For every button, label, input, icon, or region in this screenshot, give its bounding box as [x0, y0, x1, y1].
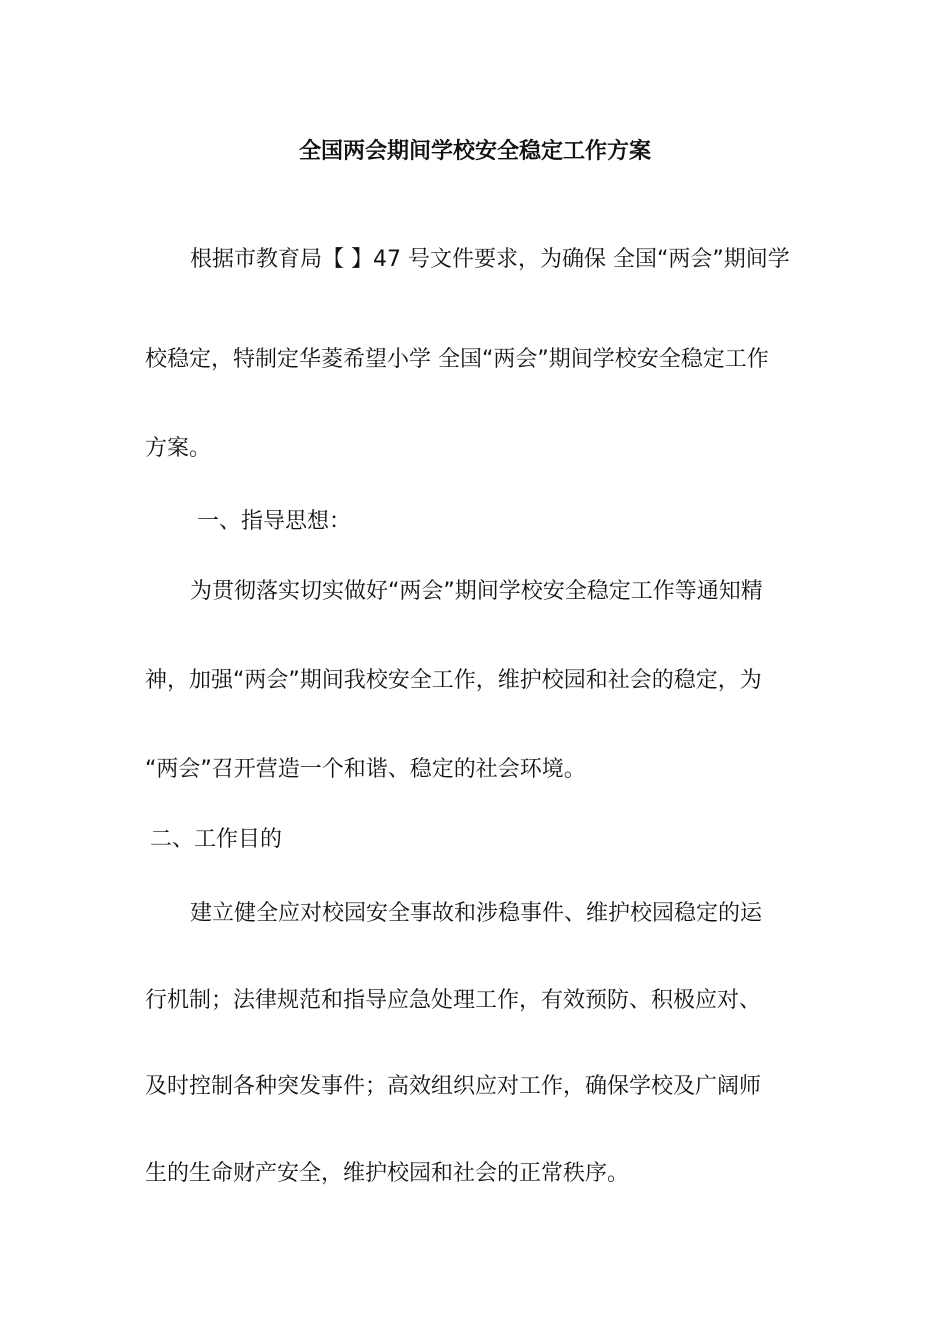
paragraph-line: 神，加强“两会”期间我校安全工作，维护校园和社会的稳定，为	[145, 668, 762, 693]
paragraph-line: “两会”召开营造一个和谐、稳定的社会环境。	[145, 757, 586, 782]
section-heading: 二、工作目的	[150, 827, 283, 852]
paragraph-line: 建立健全应对校园安全事故和涉稳事件、维护校园稳定的运	[190, 901, 763, 926]
section-heading: 一、指导思想：	[197, 509, 352, 534]
paragraph-line: 方案。	[145, 436, 212, 461]
paragraph-line: 根据市教育局【 】47 号文件要求，为确保 全国“两会”期间学	[190, 247, 790, 272]
paragraph-line: 校稳定，特制定华菱希望小学 全国“两会”期间学校安全稳定工作	[145, 347, 769, 372]
paragraph-line: 行机制；法律规范和指导应急处理工作，有效预防、积极应对、	[145, 988, 762, 1013]
paragraph-line: 生的生命财产安全，维护校园和社会的正常秩序。	[145, 1161, 630, 1186]
document-title: 全国两会期间学校安全稳定工作方案	[298, 139, 651, 164]
paragraph-line: 为贯彻落实切实做好“两会”期间学校安全稳定工作等通知精	[190, 579, 763, 604]
paragraph-line: 及时控制各种突发事件；高效组织应对工作，确保学校及广阔师	[145, 1074, 762, 1099]
